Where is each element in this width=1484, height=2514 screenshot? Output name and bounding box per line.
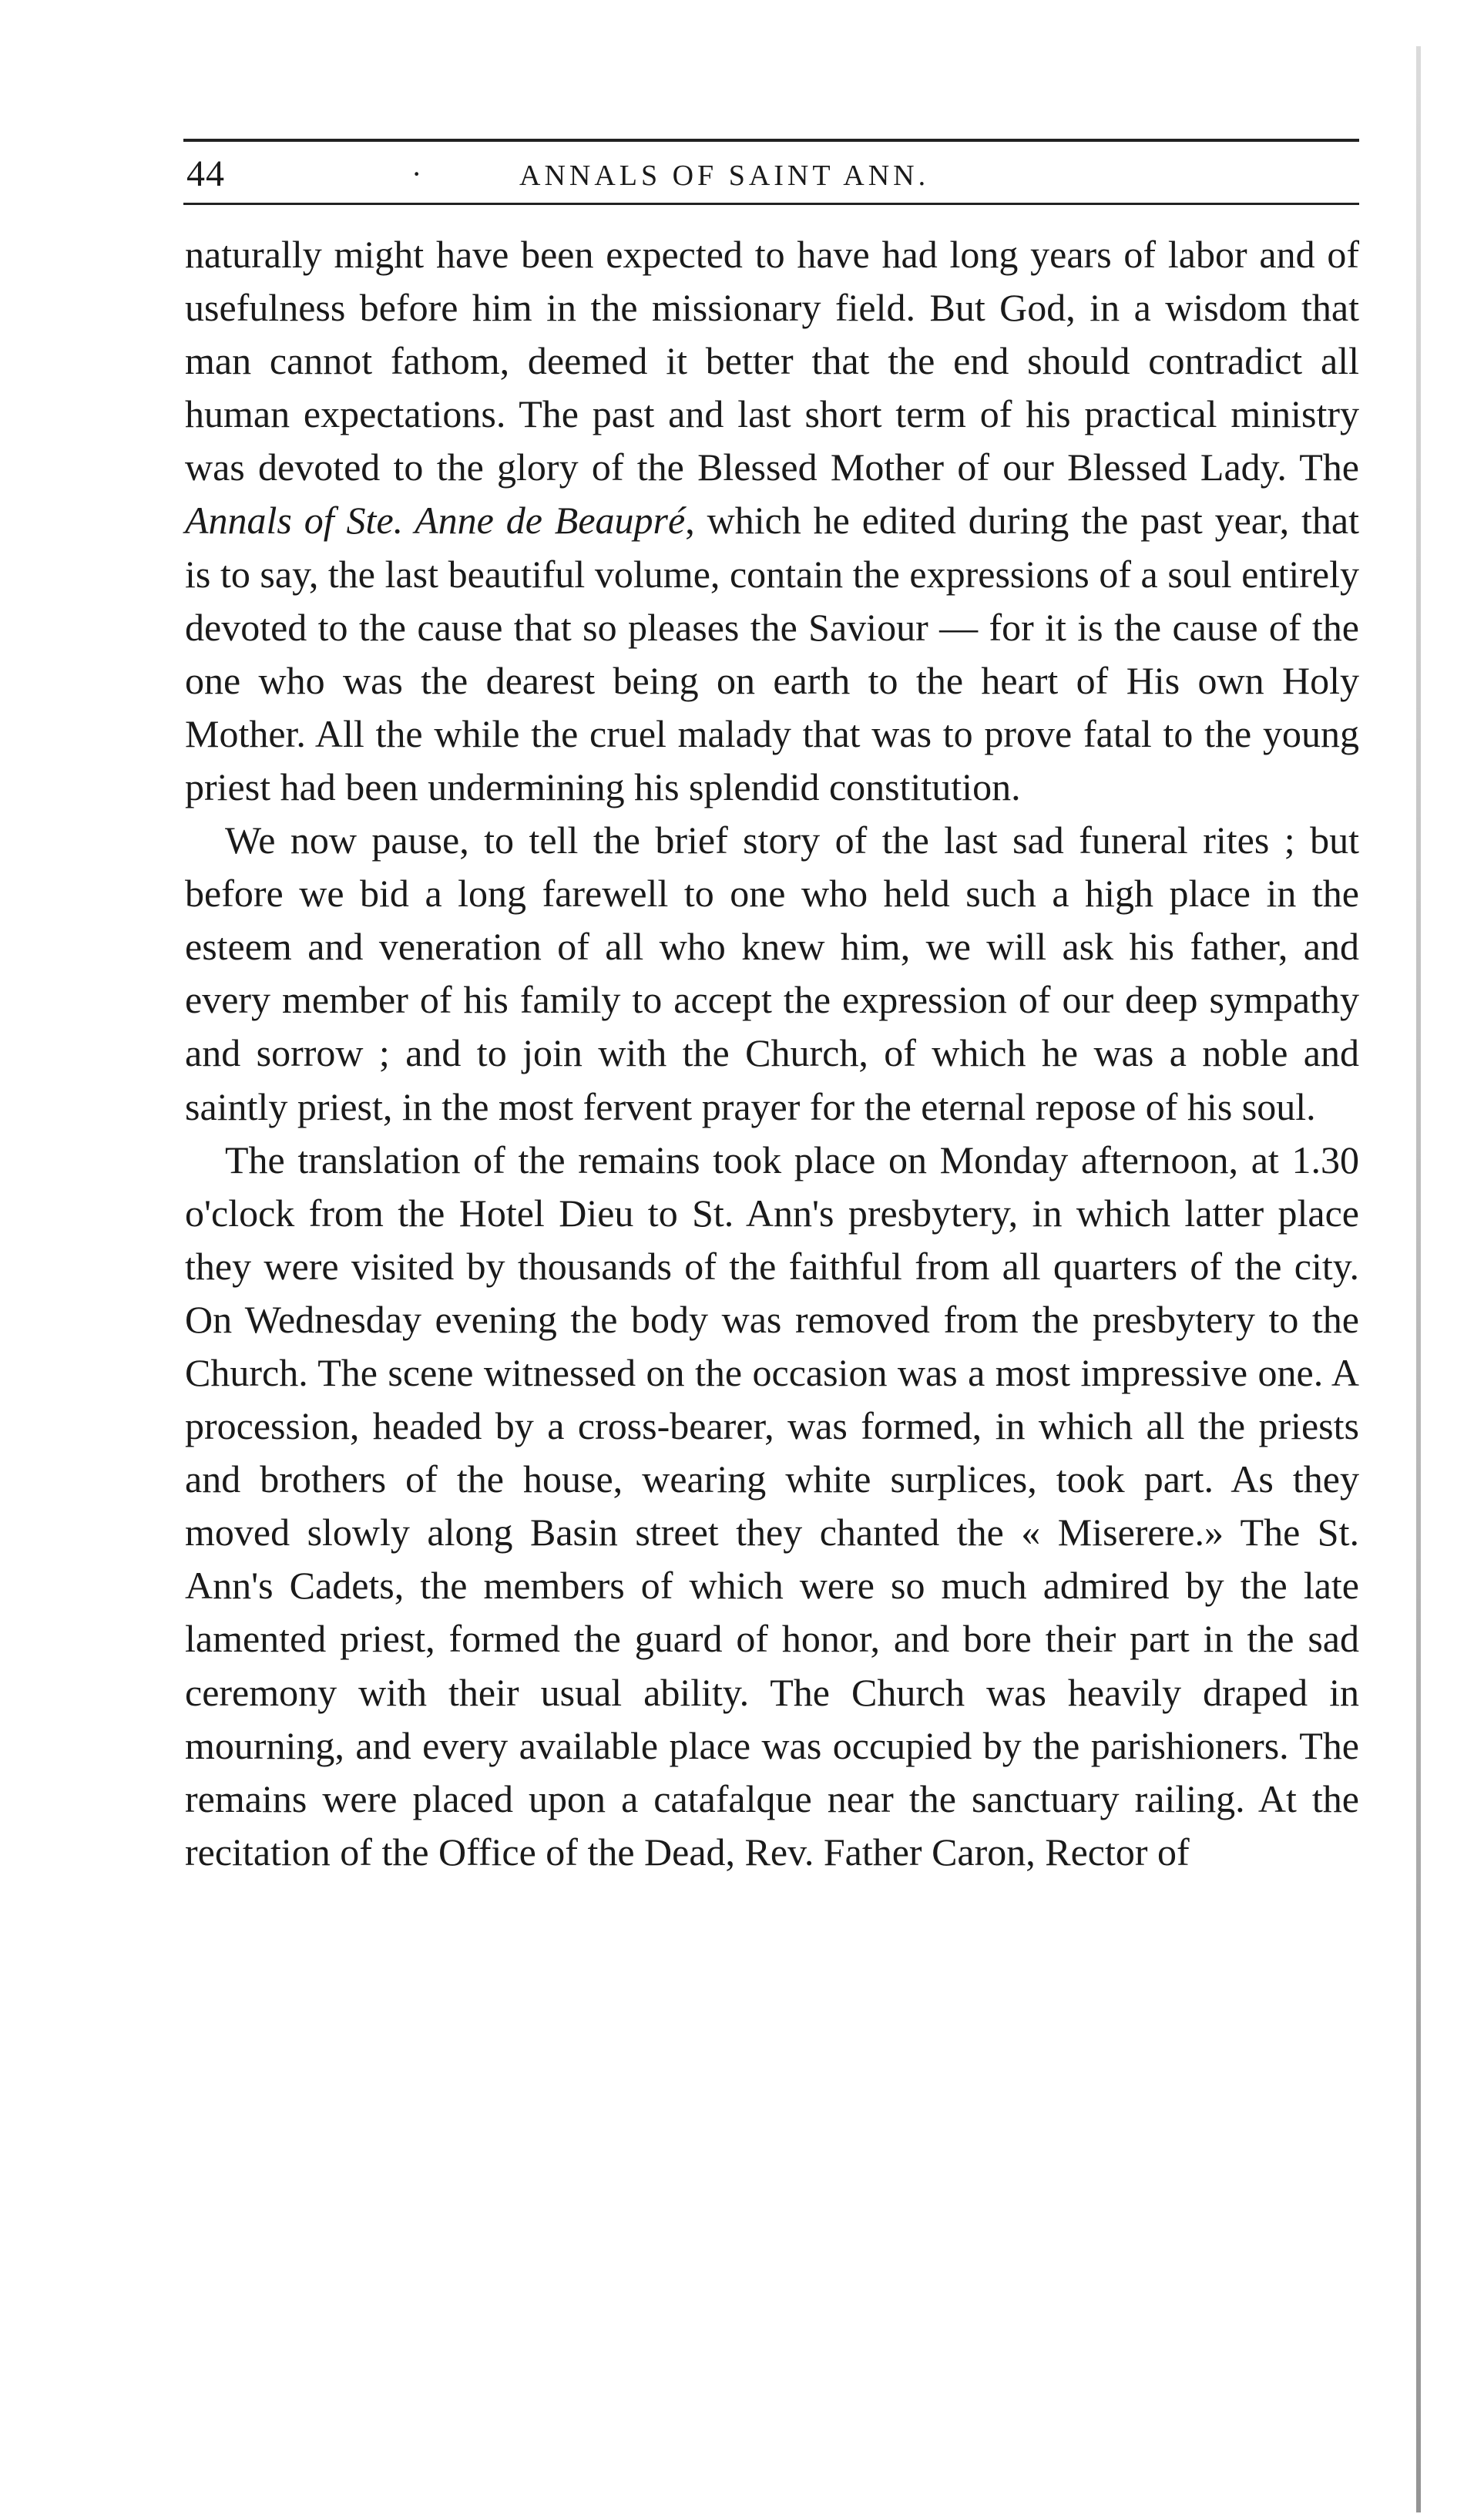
paragraph-3: The translation of the remains took place on Monday afternoon, at 1.30 o'clock from the Hotel Dieu to St. Ann's presbytery, in which latter place they were visited by thousands of the faithful from all quarters of the city. On Wednesday evening the body was removed from the presbytery to the Church. The scene witnessed on the occasion was a most impressive one. A procession, headed by a cross-bearer, was formed, in which all the priests and brothers of the house, wearing white surplices, took part. As they moved slowly along Basin street they chanted the « Miserere.» The St. Ann's Cadets, the members of which were so much admired by the late lamented priest, formed the guard of honor, and bore their part in the sad ceremony with their usual ability. The Church was heavily draped in mourning, and every available place was occupied by the parishioners. The remains were placed upon a catafalque near the sanctuary railing. At the recitation of the Office of the Dead, Rev. Father Caron, Rector of [185,1138,1359,1874]
body-text [185,228,1359,1879]
header-rule-bottom [183,203,1359,205]
paragraph-1-text-after: , which he edited during the past year, that is to say, the last beautiful volume, contain the expressions of a soul entirely devoted to the cause that so pleases the Saviour — for it is the cause of the one who was the dearest being on earth to the heart of His own Holy Mother. All the while the cruel malady that was to prove fatal to the young priest had been undermining his splendid constitution. [185,499,1359,808]
paragraph-2: We now pause, to tell the brief story of the last sad funeral rites ; but before we bid a long farewell to one who held such a high place in the esteem and veneration of all who knew him, we will ask his father, and every member of his family to accept the expression of our deep sympathy and sorrow ; and to join with the Church, of which he was a noble and saintly priest, in the most fervent prayer for the eternal repose of his soul. [185,818,1359,1128]
paragraph-1 [185,228,1359,814]
running-head: ANNALS OF SAINT ANN. [519,160,930,192]
page-edge-shadow [1416,46,1421,2512]
page-number: 44 [186,153,225,194]
journal-title: Annals of Ste. Anne de Beaupré [185,499,686,543]
header-dot: · [411,156,422,191]
header-rule-top [183,139,1359,142]
paragraph-1-text-before: naturally might have been expected to have had long years of labor and of usefulness before him in the missionary field. But God, in a wisdom that man cannot fathom, deemed it better that the end should contradict all human expectations. The past and last short term of his practical ministry was devoted to the glory of the Blessed Mother of our Blessed Lady. The [185,233,1359,489]
